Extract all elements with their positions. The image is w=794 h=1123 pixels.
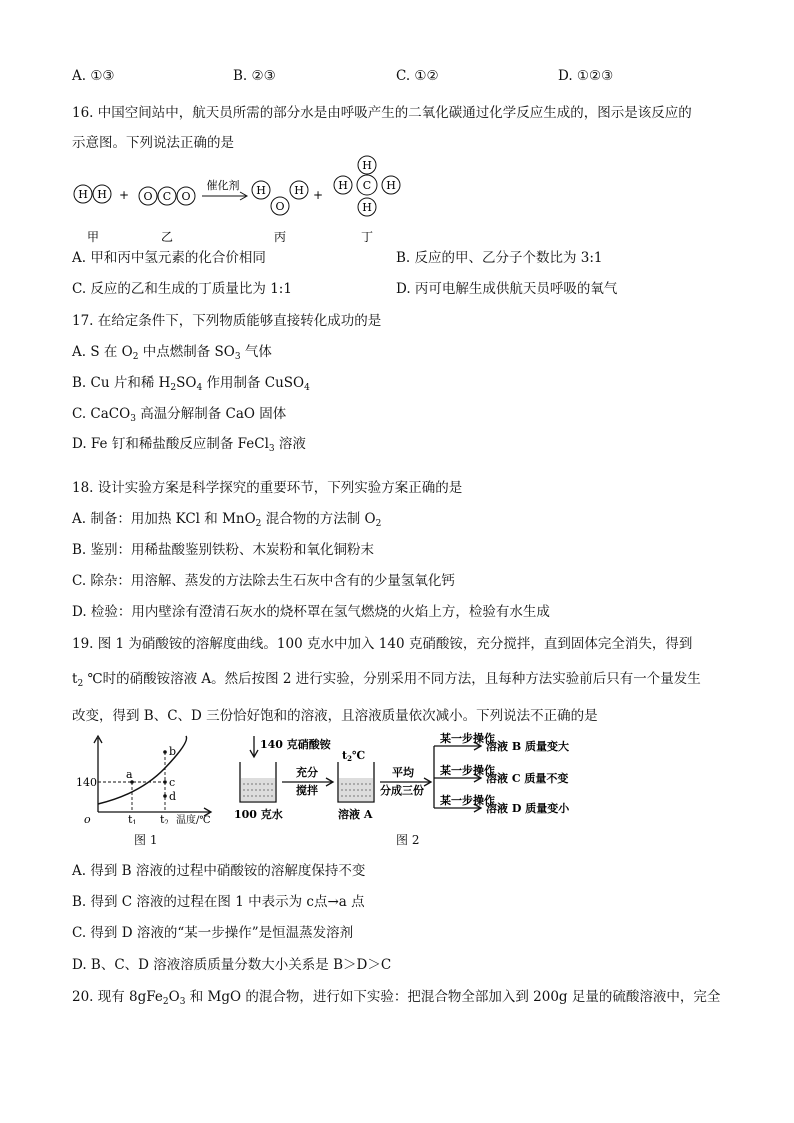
q17-stem: 17. 在给定条件下，下列物质能够直接转化成功的是: [72, 313, 382, 329]
fig2-result-d: 溶液 D 质量变小: [486, 802, 570, 815]
atom-h: H: [338, 179, 348, 192]
q16-option-a: A. 甲和丙中氢元素的化合价相同: [72, 250, 266, 266]
fig1-t2: t2: [160, 813, 169, 824]
q19-stem-line1: 19. 图 1 为硝酸铵的溶解度曲线。100 克水中加入 140 克硝酸铵，充分搅拌，直到固体完全消失，得到: [72, 636, 693, 652]
q19-stem-line2: $t_2$ ℃时的硝酸铵溶液 A。然后按图 2 进行实验，分别采用不同方法，且每种方法实验前后只有一个量发生: [72, 671, 701, 689]
fig1-caption: 图 1: [134, 833, 158, 847]
q17-option-c: C. CaCO$_3$ 高温分解制备 CaO 固体: [72, 406, 287, 424]
q18-option-d: D. 检验：用内壁涂有澄清石灰水的烧杯罩在氢气燃烧的火焰上方，检验有水生成: [72, 604, 550, 620]
atom-h: H: [97, 188, 107, 201]
q16-reaction-diagram: [60, 152, 420, 248]
atom-o: O: [275, 200, 285, 213]
fig1-xlabel: 温度/℃: [176, 815, 211, 824]
atom-h: H: [256, 184, 266, 197]
fig2-water-label: 100 克水: [234, 808, 283, 821]
label-yi: 乙: [160, 230, 174, 244]
fig2-temp: t2℃: [342, 749, 366, 763]
fig2-op-d: 某一步操作: [440, 794, 495, 807]
fig2-split-2: 分成三份: [380, 784, 424, 797]
fig2-op-c: 某一步操作: [440, 764, 495, 777]
fig2-result-b: 溶液 B 质量变大: [486, 740, 569, 753]
fig2-stir-2: 搅拌: [296, 784, 318, 797]
q19-stem-line3: 改变，得到 B、C、D 三份恰好饱和的溶液，且溶液质量依次减小。下列说法不正确的是: [72, 708, 598, 724]
q17-option-d: D. Fe 钉和稀盐酸反应制备 FeCl$_3$ 溶液: [72, 436, 306, 454]
atom-h: H: [294, 184, 304, 197]
q16-stem-line1: 16. 中国空间站中，航天员所需的部分水是由呼吸产生的二氧化碳通过化学反应生成的，图示是该反应的: [72, 105, 692, 121]
atom-o: O: [143, 190, 153, 203]
fig2-solution-a: 溶液 A: [338, 808, 373, 821]
q16-option-c: C. 反应的乙和生成的丁质量比为 1:1: [72, 281, 292, 297]
label-ding: 丁: [360, 230, 374, 244]
q19-option-a: A. 得到 B 溶液的过程中硝酸铵的溶解度保持不变: [72, 863, 366, 879]
fig1-t1: t1: [128, 813, 137, 824]
fig1-point-d: d: [169, 790, 177, 803]
fig1-y-tick-140: 140: [76, 776, 97, 789]
q15-option-a: A. ①③: [72, 68, 115, 84]
fig2-procedure: [234, 732, 624, 826]
q16-option-b: B. 反应的甲、乙分子个数比为 3:1: [396, 250, 603, 266]
label-jia: 甲: [86, 230, 100, 244]
fig2-split-1: 平均: [392, 766, 414, 779]
q18-option-a: A. 制备：用加热 KCl 和 MnO$_2$ 混合物的方法制 $O_2$: [72, 511, 382, 529]
fig1-origin: o: [84, 813, 91, 824]
atom-c: C: [362, 179, 372, 192]
fig1-point-b: b: [169, 745, 177, 758]
q19-option-b: B. 得到 C 溶液的过程在图 1 中表示为 c点→a 点: [72, 894, 365, 910]
plus-sign: +: [118, 188, 130, 202]
fig2-add-label: 140 克硝酸铵: [260, 738, 331, 751]
catalyst-label: 催化剂: [206, 179, 240, 192]
q17-option-a: A. S 在 $O_2$ 中点燃制备 $SO_3$ 气体: [72, 344, 272, 362]
fig2-op-b: 某一步操作: [440, 732, 495, 745]
atom-o: O: [181, 190, 191, 203]
q18-option-b: B. 鉴别：用稀盐酸鉴别铁粉、木炭粉和氧化铜粉末: [72, 542, 375, 558]
q15-option-d: D. ①②③: [558, 68, 614, 84]
q18-option-c: C. 除杂：用溶解、蒸发的方法除去生石灰中含有的少量氢氧化钙: [72, 573, 455, 589]
atom-c: C: [162, 190, 172, 203]
fig1-solubility-curve: [70, 732, 220, 824]
q19-option-d: D. B、C、D 溶液溶质质量分数大小关系是 B＞D＞C: [72, 957, 392, 973]
atom-h: H: [362, 159, 372, 172]
atom-h: H: [362, 201, 372, 214]
atom-h: H: [386, 179, 396, 192]
fig2-stir-1: 充分: [296, 766, 318, 779]
q20-stem: 20. 现有 $8gFe_2O_3$ 和 MgO 的混合物，进行如下实验：把混合物全部加入到 200g 足量的硫酸溶液中，完全: [72, 989, 721, 1007]
fig2-caption: 图 2: [396, 833, 420, 847]
q15-option-c: C. ①②: [396, 68, 439, 84]
q16-option-d: D. 丙可电解生成供航天员呼吸的氧气: [396, 281, 618, 297]
q17-option-b: B. Cu 片和稀 $H_2SO_4$ 作用制备 CuSO$_4$: [72, 375, 310, 393]
q16-stem-line2: 示意图。下列说法正确的是: [72, 135, 234, 151]
q15-option-b: B. ②③: [233, 68, 276, 84]
fig1-point-a: a: [126, 768, 133, 781]
plus-sign: +: [312, 188, 324, 202]
q19-option-c: C. 得到 D 溶液的“某一步操作”是恒温蒸发溶剂: [72, 925, 354, 941]
label-bing: 丙: [273, 230, 287, 244]
atom-h: H: [78, 188, 88, 201]
fig1-point-c: c: [169, 776, 176, 789]
q18-stem: 18. 设计实验方案是科学探究的重要环节，下列实验方案正确的是: [72, 480, 463, 496]
fig2-result-c: 溶液 C 质量不变: [486, 772, 569, 785]
